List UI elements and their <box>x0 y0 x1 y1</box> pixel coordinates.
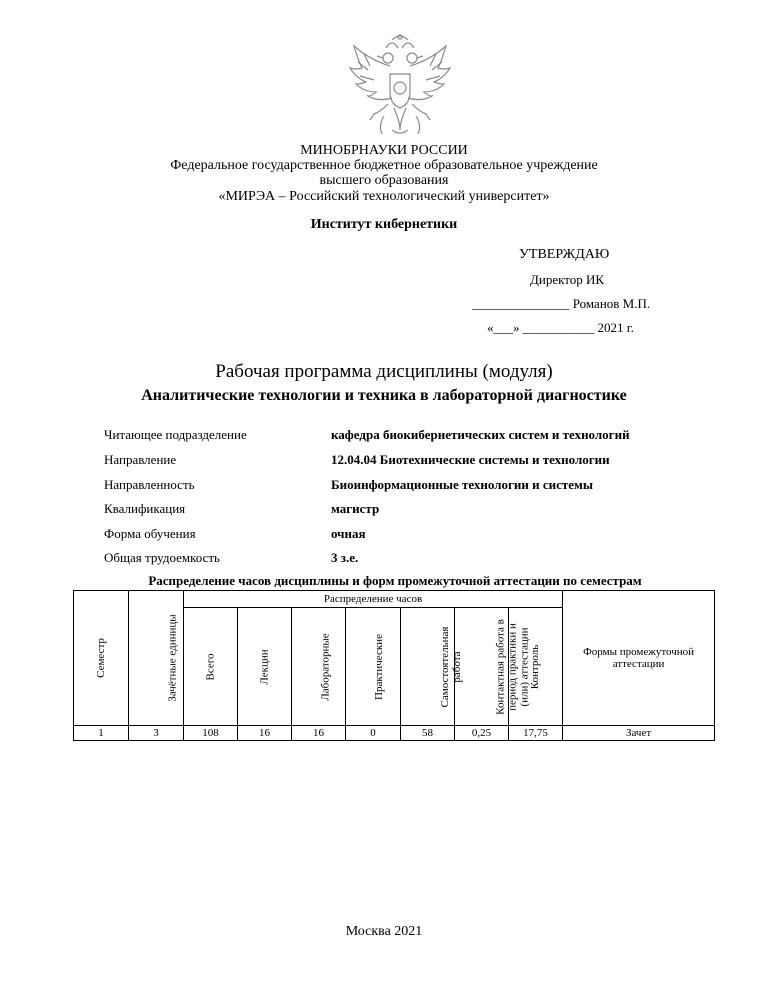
institution-line-1: Федеральное государственное бюджетное образовательное учреждение <box>170 158 598 173</box>
emblem-image <box>344 34 456 140</box>
cell-labs: 16 <box>292 726 346 741</box>
institution-line-3: «МИРЭА – Российский технологический университет» <box>218 189 550 204</box>
info-label: Читающее подразделение <box>104 427 247 442</box>
info-value: 12.04.04 Биотехнические системы и технологии <box>331 452 610 467</box>
header-credits: Зачётные единицы <box>129 591 184 726</box>
header-hours-group: Распределение часов <box>184 591 563 608</box>
approval-date: «___» ___________ 2021 г. <box>487 320 634 335</box>
approve-heading: УТВЕРЖДАЮ <box>519 247 610 262</box>
info-value: 3 з.е. <box>331 550 359 565</box>
city-year: Москва 2021 <box>345 924 423 939</box>
cell-self-work: 58 <box>401 726 455 741</box>
header-row-group <box>74 591 715 608</box>
document-title: Рабочая программа дисциплины (модуля) <box>215 361 553 382</box>
cell-contact: 0,25 <box>455 726 509 741</box>
header-contact: Контактная работа в период практики и (или) аттестации <box>455 608 509 726</box>
cell-semester: 1 <box>74 726 129 741</box>
institution-line-2: высшего образования <box>319 173 449 188</box>
cell-lectures: 16 <box>238 726 292 741</box>
info-value: магистр <box>331 501 380 516</box>
cell-credits: 3 <box>129 726 184 741</box>
cell-total: 108 <box>184 726 238 741</box>
info-label: Квалификация <box>104 501 186 516</box>
info-label: Форма обучения <box>104 526 196 541</box>
approver-position: Директор ИК <box>530 272 605 287</box>
info-label: Направление <box>104 452 177 467</box>
info-value: очная <box>331 526 366 541</box>
info-label: Направленность <box>104 477 195 492</box>
discipline-name: Аналитические технологии и техника в лабораторной диагностике <box>141 387 627 404</box>
approver-signature: _______________ Романов М.П. <box>472 296 651 311</box>
institute-name: Институт кибернетики <box>310 217 458 232</box>
header-lectures: Лекции <box>238 608 292 726</box>
cell-forms: Зачет <box>563 726 715 741</box>
header-total: Всего <box>184 608 238 726</box>
cell-control: 17,75 <box>509 726 563 741</box>
header-forms: Формы промежуточной аттестации <box>563 591 715 726</box>
hours-table <box>73 590 715 741</box>
header-labs: Лабораторные <box>292 608 346 726</box>
ministry-name: МИНОБРНАУКИ РОССИИ <box>300 143 468 158</box>
info-value: кафедра биокибернетических систем и технологий <box>331 427 630 442</box>
header-semester: Семестр <box>74 591 129 726</box>
table-title: Распределение часов дисциплины и форм промежуточной аттестации по семестрам <box>148 573 642 588</box>
header-practical: Практические <box>346 608 401 726</box>
header-control: Контроль <box>509 608 563 726</box>
cell-practical: 0 <box>346 726 401 741</box>
info-label: Общая трудоемкость <box>104 550 220 565</box>
info-value: Биоинформационные технологии и системы <box>331 477 594 492</box>
header-self-work: Самостоятельная работа <box>401 608 455 726</box>
table-row <box>74 726 715 741</box>
